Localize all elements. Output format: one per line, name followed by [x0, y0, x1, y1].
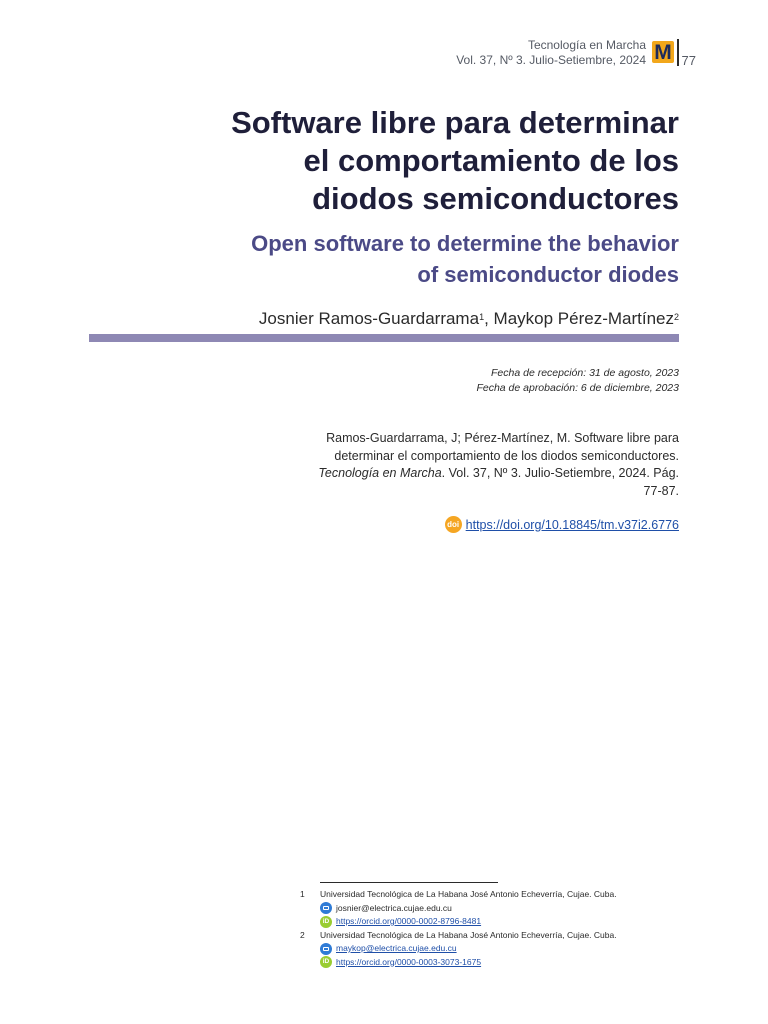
title-divider: [89, 334, 679, 342]
orcid-icon-label: iD: [322, 958, 330, 966]
citation-text-1: Ramos-Guardarrama, J; Pérez-Martínez, M. Software libre para determinar el comportamiento de los diodos semiconductores.: [326, 431, 679, 463]
author-2-affiliation: 2: [673, 312, 679, 322]
doi-icon-label: doi: [447, 520, 460, 529]
author-2: Maykop Pérez-Martínez: [493, 309, 674, 328]
article-title: [159, 104, 679, 218]
running-header: [456, 38, 696, 70]
submission-dates: [476, 366, 679, 396]
footnote-2-email: [320, 942, 700, 956]
title-line-1: Software libre para determinar: [231, 105, 679, 140]
doi-icon: [445, 516, 462, 533]
footnote-number: 1: [300, 889, 305, 899]
email-text: josnier@electrica.cujae.edu.cu: [336, 902, 452, 913]
citation-journal: Tecnología en Marcha: [318, 466, 442, 480]
footnote-1-orcid: [320, 915, 700, 929]
author-list: [259, 308, 679, 330]
approved-date: Fecha de aprobación: 6 de diciembre, 2023: [476, 382, 679, 394]
article-subtitle: [159, 228, 679, 290]
footnote-1: [300, 888, 700, 902]
citation-block: [307, 430, 679, 500]
author-separator: ,: [484, 309, 494, 328]
received-date: Fecha de recepción: 31 de agosto, 2023: [491, 367, 679, 379]
orcid-icon: [320, 956, 332, 968]
orcid-icon: [320, 916, 332, 928]
email-link[interactable]: maykop@electrica.cujae.edu.cu: [336, 943, 457, 953]
footnote-divider: [320, 882, 498, 883]
title-line-2: el comportamiento de los: [303, 143, 679, 178]
author-1-affiliation: 1: [479, 312, 485, 322]
footnote-1-email: [320, 902, 700, 916]
doi-link[interactable]: https://doi.org/10.18845/tm.v37i2.6776: [465, 517, 679, 532]
header-divider: [677, 39, 679, 66]
orcid-icon-label: iD: [322, 917, 330, 925]
doi-line: [445, 516, 679, 533]
footnote-2: [300, 929, 700, 943]
journal-logo-icon: [652, 41, 674, 63]
title-line-3: diodos semiconductores: [312, 181, 679, 216]
logo-letter: M: [654, 41, 672, 64]
footnote-affiliation: Universidad Tecnológica de La Habana José Antonio Echeverría, Cujae. Cuba.: [320, 929, 617, 940]
journal-info: [456, 38, 646, 68]
subtitle-line-1: Open software to determine the behavior: [251, 231, 679, 256]
footnote-2-orcid: [320, 956, 700, 970]
subtitle-line-2: of semiconductor diodes: [417, 262, 679, 287]
author-1: Josnier Ramos-Guardarrama: [258, 309, 480, 328]
footnote-number: 2: [300, 929, 305, 940]
email-icon: [320, 902, 332, 914]
citation-text-2: . Vol. 37, Nº 3. Julio-Setiembre, 2024. Pág. 77-87.: [441, 466, 679, 498]
journal-name: Tecnología en Marcha: [527, 38, 647, 52]
orcid-link[interactable]: https://orcid.org/0000-0002-8796-8481: [336, 916, 482, 926]
orcid-link[interactable]: https://orcid.org/0000-0003-3073-1675: [336, 956, 482, 967]
page-number: 77: [681, 53, 696, 68]
email-icon: [320, 943, 332, 955]
footnotes: [300, 888, 700, 969]
footnote-affiliation: Universidad Tecnológica de La Habana José Antonio Echeverría, Cujae. Cuba.: [320, 889, 617, 899]
issue-info: Vol. 37, Nº 3. Julio-Setiembre, 2024: [456, 53, 647, 67]
